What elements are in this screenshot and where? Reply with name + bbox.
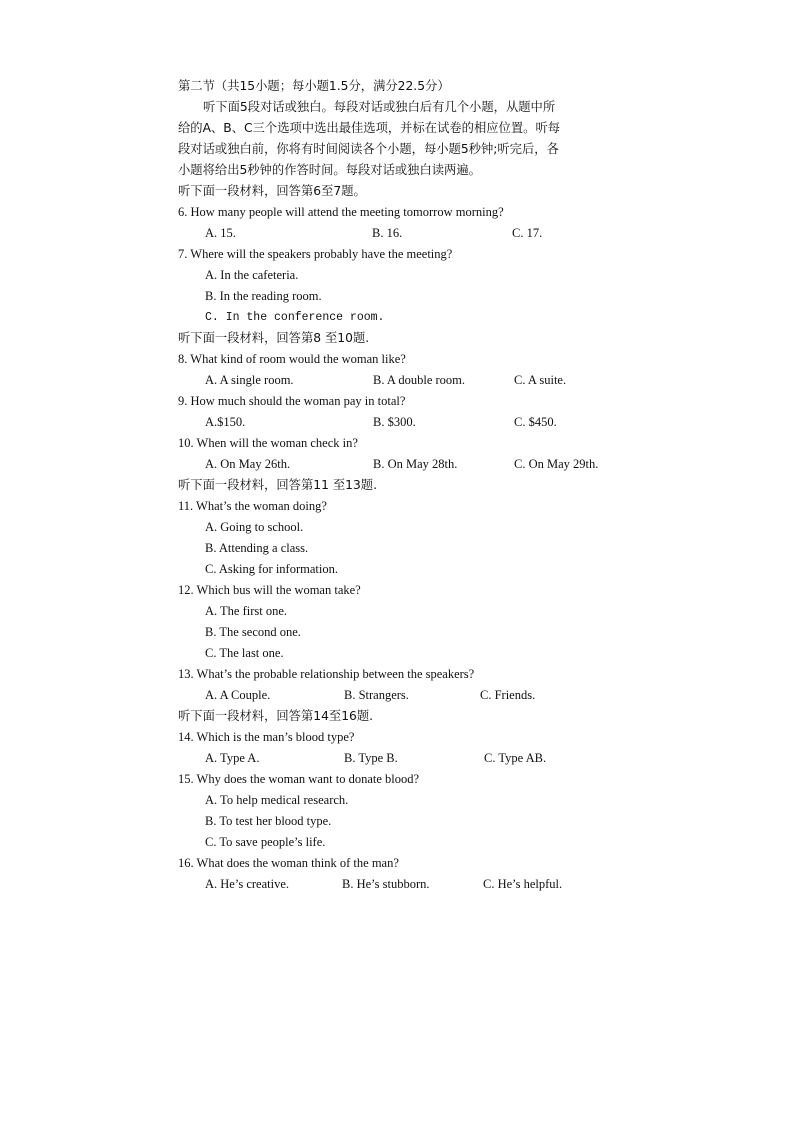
option-a: A. He’s creative. — [205, 877, 289, 891]
option-c: C. The last one. — [205, 646, 284, 660]
option-c: C. Friends. — [480, 688, 536, 702]
option-c: C. Type AB. — [484, 751, 547, 765]
instruction-line: 段对话或独白前，你将有时间阅读各个小题，每小题5秒钟;听完后，各 — [178, 142, 559, 156]
option-b: B. Type B. — [344, 751, 398, 765]
question-stem: 14. Which is the man’s blood type? — [178, 730, 355, 744]
option-b: B. A double room. — [373, 373, 466, 387]
option-b: B. On May 28th. — [373, 457, 458, 471]
question-stem: 6. How many people will attend the meeting tomorrow morning? — [178, 205, 504, 219]
option-row — [178, 874, 618, 895]
option-b: B. Strangers. — [344, 688, 409, 702]
section-title: 第二节（共15小题；每小题1.5分，满分22.5分） — [178, 79, 450, 93]
option-c: C. Asking for information. — [205, 562, 338, 576]
material-header: 听下面一段材料，回答第14至16题. — [178, 709, 374, 723]
option-a: A. 15. — [205, 226, 236, 240]
option-a: A.$150. — [205, 415, 246, 429]
option-a: A. In the cafeteria. — [205, 268, 299, 282]
option-b: B. To test her blood type. — [205, 814, 332, 828]
option-c: C. To save people’s life. — [205, 835, 326, 849]
option-b: B. $300. — [373, 415, 416, 429]
option-c: C. In the conference room. — [205, 311, 385, 324]
material-header: 听下面一段材料，回答第6至7题。 — [178, 184, 366, 198]
question-stem: 13. What’s the probable relationship between the speakers? — [178, 667, 475, 681]
instruction-line: 小题将给出5秒钟的作答时间。每段对话或独白读两遍。 — [178, 163, 481, 177]
option-a: A. A Couple. — [205, 688, 271, 702]
listening-section — [178, 76, 618, 895]
option-row — [178, 685, 618, 706]
option-b: B. 16. — [372, 226, 403, 240]
option-row — [178, 412, 618, 433]
option-row — [178, 223, 618, 244]
option-row — [178, 748, 618, 769]
option-a: A. The first one. — [205, 604, 288, 618]
option-row — [178, 370, 618, 391]
question-stem: 12. Which bus will the woman take? — [178, 583, 361, 597]
instruction-line: 听下面5段对话或独白。每段对话或独白后有几个小题，从题中所 — [203, 100, 556, 114]
question-stem: 8. What kind of room would the woman like? — [178, 352, 406, 366]
option-c: C. On May 29th. — [514, 457, 599, 471]
option-row — [178, 454, 618, 475]
material-header: 听下面一段材料，回答第11 至13题. — [178, 478, 377, 492]
question-stem: 11. What’s the woman doing? — [178, 499, 327, 513]
option-b: B. The second one. — [205, 625, 301, 639]
instruction-line: 给的A、B、C三个选项中选出最佳选项，并标在试卷的相应位置。听每 — [178, 121, 561, 135]
option-b: B. In the reading room. — [205, 289, 322, 303]
option-a: A. A single room. — [205, 373, 294, 387]
option-b: B. Attending a class. — [205, 541, 309, 555]
question-stem: 16. What does the woman think of the man? — [178, 856, 399, 870]
question-stem: 15. Why does the woman want to donate blood? — [178, 772, 420, 786]
question-stem: 9. How much should the woman pay in total? — [178, 394, 406, 408]
option-a: A. On May 26th. — [205, 457, 291, 471]
question-stem: 7. Where will the speakers probably have the meeting? — [178, 247, 453, 261]
option-a: A. Type A. — [205, 751, 260, 765]
option-c: C. $450. — [514, 415, 557, 429]
question-stem: 10. When will the woman check in? — [178, 436, 358, 450]
option-a: A. Going to school. — [205, 520, 304, 534]
option-c: C. He’s helpful. — [483, 877, 563, 891]
option-b: B. He’s stubborn. — [342, 877, 430, 891]
option-c: C. 17. — [512, 226, 543, 240]
option-c: C. A suite. — [514, 373, 567, 387]
option-a: A. To help medical research. — [205, 793, 349, 807]
material-header: 听下面一段材料，回答第8 至10题. — [178, 331, 370, 345]
